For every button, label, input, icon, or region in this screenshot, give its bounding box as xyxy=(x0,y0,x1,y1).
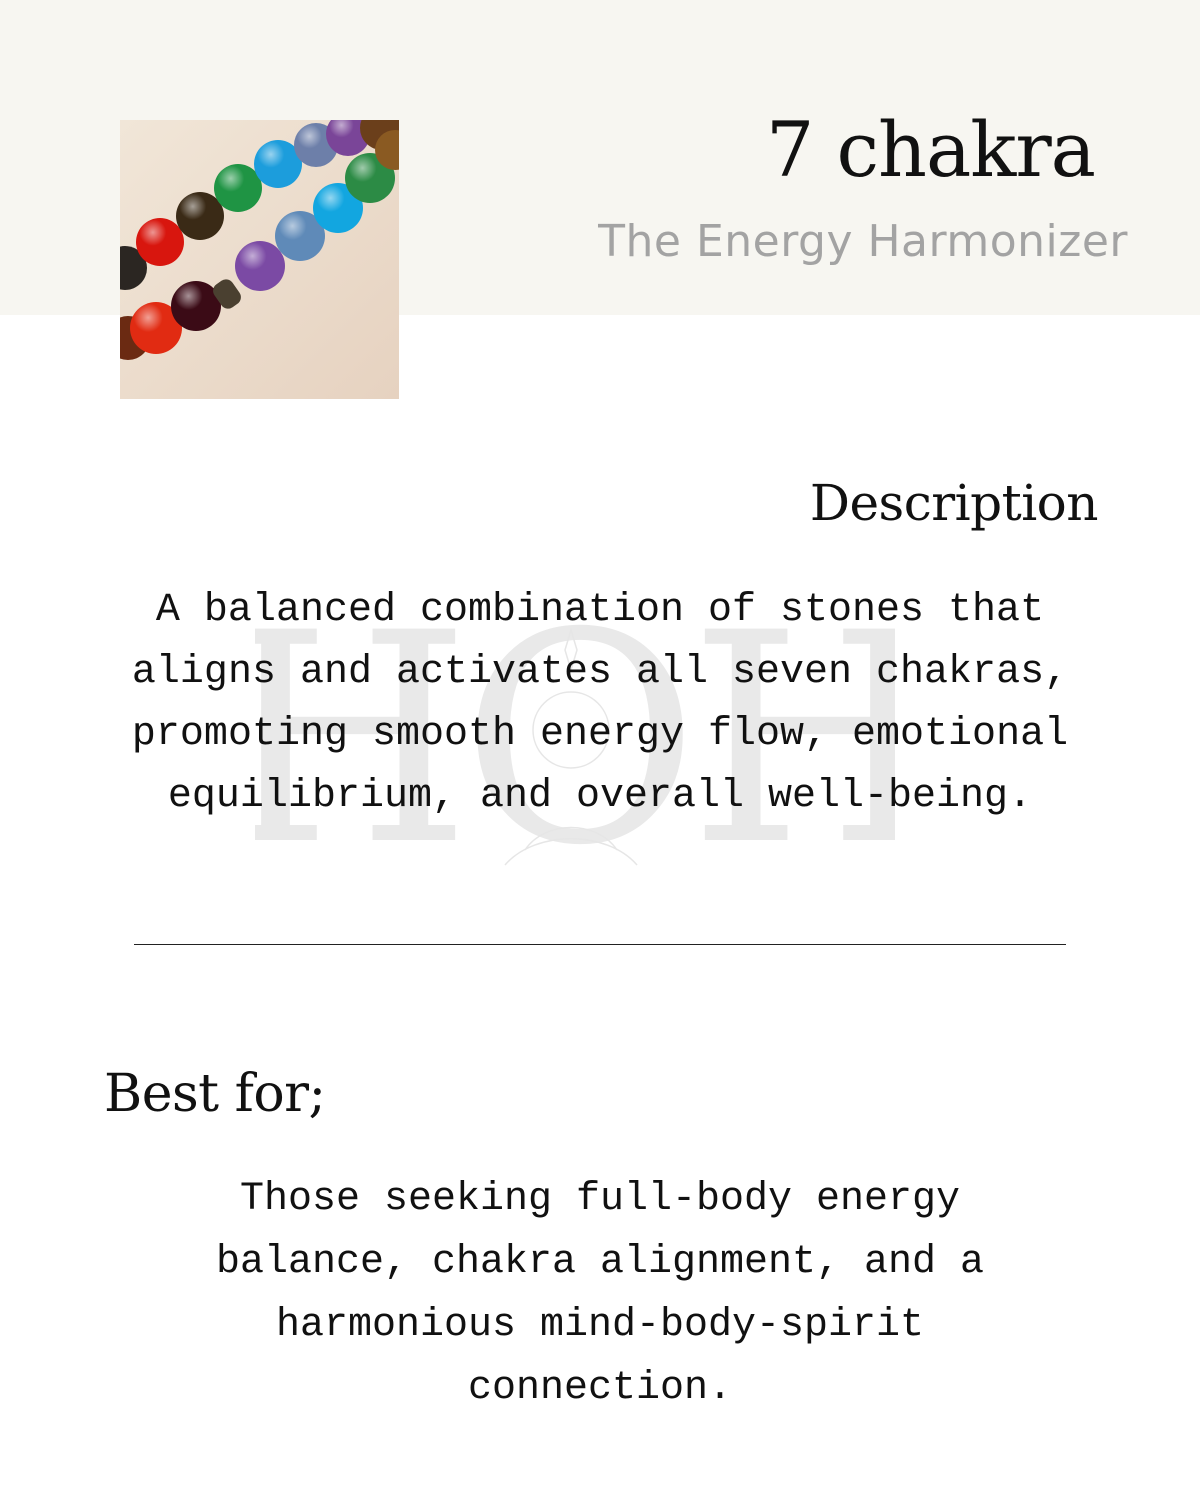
bracelet-image xyxy=(120,120,399,399)
page-subtitle: The Energy Harmonizer xyxy=(598,216,1128,267)
best-for-heading: Best for; xyxy=(104,1064,326,1124)
description-text: A balanced combination of stones that aligns and activates all seven chakras, promoting smooth energy flow, emotional equilibrium, and overall well-being. xyxy=(131,588,1069,819)
description-heading: Description xyxy=(809,474,1098,532)
section-divider xyxy=(134,944,1066,945)
page-title: 7 chakra xyxy=(765,105,1095,194)
product-photo xyxy=(120,120,399,399)
best-for-text: Those seeking full-body energy balance, chakra alignment, and a harmonious mind-body-spirit connection. xyxy=(215,1177,985,1411)
watermark-letters: HOH xyxy=(255,590,895,909)
